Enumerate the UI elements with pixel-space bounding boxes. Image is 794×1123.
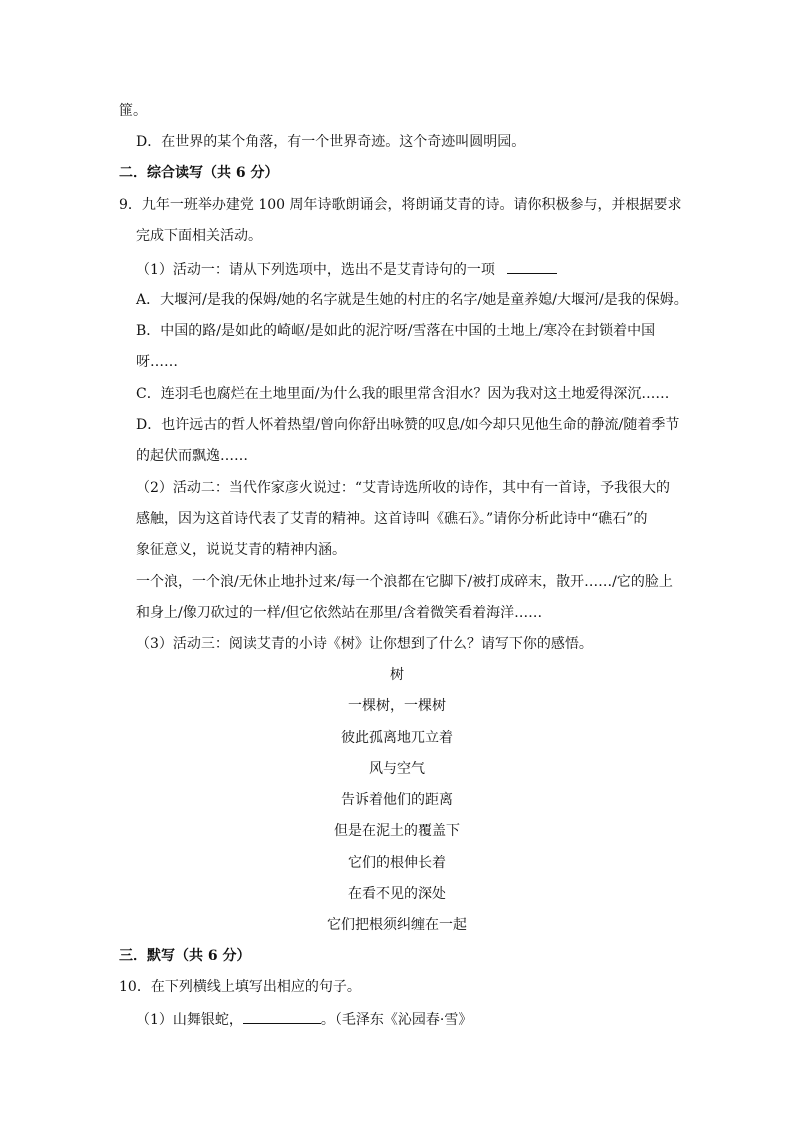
activity-2-line-3: 象征意义，说说艾青的精神内涵。 xyxy=(136,542,346,558)
question-9-line-1: 9．九年一班举办建党 100 周年诗歌朗诵会，将朗诵艾青的诗。请你积极参与，并根据要求 xyxy=(119,197,682,213)
poem-line: 告诉着他们的距离 xyxy=(341,792,453,808)
activity-1 xyxy=(136,259,557,279)
option-c: C．连羽毛也腐烂在土地里面/为什么我的眼里常含泪水？因为我对这土地爱得深沉…… xyxy=(136,386,670,402)
section-3-title: 三．默写（共 6 分） xyxy=(119,948,251,964)
activity-2-line-1: （2）活动二：当代作家彦火说过：“艾青诗选所收的诗作，其中有一首诗，予我很大的 xyxy=(136,480,671,496)
jiaoshi-poem-line-2: 和身上/像刀砍过的一样/但它依然站在那里/含着微笑看着海洋…… xyxy=(136,605,543,621)
poem-line: 在看不见的深处 xyxy=(348,886,446,902)
option-d-line-2: 的起伏而飘逸…… xyxy=(136,448,248,464)
option-b-line-1: B．中国的路/是如此的崎岖/是如此的泥泞呀/雪落在中国的土地上/寒冷在封锁着中国 xyxy=(136,323,656,339)
option-a: A．大堰河/是我的保姆/她的名字就是生她的村庄的名字/她是童养媳/大堰河/是我的保姆。 xyxy=(136,292,688,308)
poem-line: 但是在泥土的覆盖下 xyxy=(334,823,460,839)
q10-item-1-prefix: （1）山舞银蛇， xyxy=(136,1012,243,1028)
jiaoshi-poem-line-1: 一个浪，一个浪/无休止地扑过来/每一个浪都在它脚下/被打成碎末，散开……/它的脸上 xyxy=(136,574,673,590)
question-10-item-1 xyxy=(136,1009,472,1029)
q10-item-1-suffix: 。（毛泽东《沁园春·雪》 xyxy=(320,1012,473,1028)
poem-line: 一棵树，一棵树 xyxy=(348,698,446,714)
poem-line: 彼此孤离地兀立着 xyxy=(341,730,453,746)
option-d-line-1: D．也许远古的哲人怀着热望/曾向你舒出咏赞的叹息/如今却只见他生命的静流/随着季节 xyxy=(136,417,680,433)
poem-line: 它们的根伸长着 xyxy=(348,855,446,871)
poem-line: 它们把根须纠缠在一起 xyxy=(327,917,467,933)
activity-1-text: （1）活动一：请从下列选项中，选出不是艾青诗句的一项 xyxy=(136,262,495,278)
poem-line: 风与空气 xyxy=(369,761,425,777)
activity-2-line-2: 感触，因为这首诗代表了艾青的精神。这首诗叫《礁石》。”请你分析此诗中“礁石”的 xyxy=(136,511,648,527)
option-b-line-2: 呀…… xyxy=(136,354,178,370)
answer-blank[interactable] xyxy=(243,1009,321,1024)
option-d-previous: D．在世界的某个角落，有一个世界奇迹。这个奇迹叫圆明园。 xyxy=(136,134,526,150)
question-9-line-2: 完成下面相关活动。 xyxy=(136,228,262,244)
section-2-title: 二．综合读写（共 6 分） xyxy=(119,165,279,181)
text-fragment: 篚。 xyxy=(119,103,147,119)
activity-3: （3）活动三：阅读艾青的小诗《树》让你想到了什么？请写下你的感悟。 xyxy=(136,636,593,652)
question-10: 10．在下列横线上填写出相应的句子。 xyxy=(119,979,361,995)
answer-blank[interactable] xyxy=(507,259,557,274)
poem-title: 树 xyxy=(390,667,404,683)
